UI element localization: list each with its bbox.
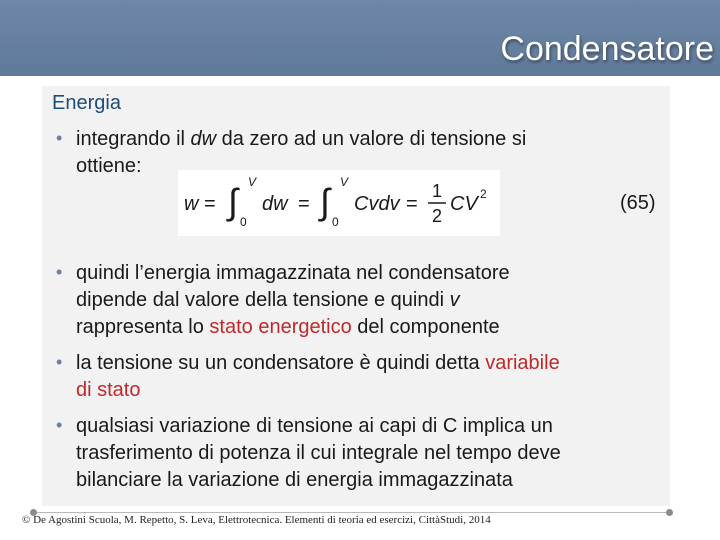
formula-exp: 2 bbox=[480, 187, 487, 201]
formula-eq-1: = bbox=[204, 193, 216, 215]
footer-credit: © De Agostini Scuola, M. Repetto, S. Leva, Elettrotecnica. Elementi di teoria ed esercizi, CittàStudi, 2014 bbox=[22, 514, 491, 526]
bullet-2-v: v bbox=[449, 289, 460, 311]
bullet-icon: • bbox=[56, 352, 63, 372]
bullet-1-line-2: ottiene: bbox=[76, 155, 142, 177]
bullet-4-line-1: qualsiasi variazione di tensione ai capi di C implica un bbox=[76, 415, 553, 437]
formula-upper-1: V bbox=[248, 175, 257, 189]
bullet-1-dw: dw bbox=[190, 128, 217, 150]
integral-sign-2: ∫ bbox=[320, 181, 330, 222]
formula-cvdv: Cvdv bbox=[354, 193, 400, 215]
bullet-2-line-1: quindi l’energia immagazzinata nel condensatore bbox=[76, 262, 510, 284]
bullet-2-text: dipende dal valore della tensione e quindi bbox=[76, 289, 450, 311]
formula-graphic bbox=[178, 170, 500, 236]
bullet-2-line-3 bbox=[76, 314, 500, 341]
formula-num: 1 bbox=[432, 181, 443, 201]
formula-dw: dw bbox=[262, 193, 288, 215]
formula-w: w bbox=[184, 193, 199, 215]
bullet-icon: • bbox=[56, 415, 63, 435]
bullet-3-line-1 bbox=[76, 350, 560, 377]
bullet-4-line-3: bilanciare la variazione di energia immagazzinata bbox=[76, 469, 513, 491]
bullet-2-line-2 bbox=[76, 287, 460, 314]
formula-eq-3: = bbox=[406, 193, 418, 215]
bullet-icon: • bbox=[56, 262, 63, 282]
bullet-2-text-b: del componente bbox=[351, 316, 500, 338]
energy-formula bbox=[178, 170, 500, 236]
bullet-1-text-b: da zero ad un valore di tensione si bbox=[216, 128, 527, 150]
bullet-1-line-1 bbox=[76, 126, 526, 153]
bullet-icon: • bbox=[56, 128, 63, 148]
formula-lower-2: 0 bbox=[332, 215, 339, 229]
bullet-2-text-a: rappresenta lo bbox=[76, 316, 210, 338]
integral-sign-1: ∫ bbox=[228, 181, 238, 222]
formula-upper-2: V bbox=[340, 175, 349, 189]
divider-dot-right bbox=[666, 509, 673, 516]
slide-title: Condensatore bbox=[500, 30, 714, 68]
formula-eq-2: = bbox=[298, 193, 310, 215]
formula-cv: CV bbox=[450, 193, 478, 215]
footer-divider bbox=[34, 512, 670, 513]
bullet-2-highlight: stato energetico bbox=[209, 316, 352, 338]
bullet-3-highlight-1: variabile bbox=[485, 352, 560, 374]
bullet-4-line-2: trasferimento di potenza il cui integrale nel tempo deve bbox=[76, 442, 561, 464]
bullet-3-text: la tensione su un condensatore è quindi detta bbox=[76, 352, 486, 374]
bullet-1-text-a: integrando il bbox=[76, 128, 191, 150]
formula-den: 2 bbox=[432, 206, 443, 226]
section-title: Energia bbox=[52, 92, 121, 114]
bullet-3-line-2: di stato bbox=[76, 379, 141, 401]
equation-number: (65) bbox=[620, 192, 656, 214]
slide-header bbox=[0, 0, 720, 76]
formula-lower-1: 0 bbox=[240, 215, 247, 229]
